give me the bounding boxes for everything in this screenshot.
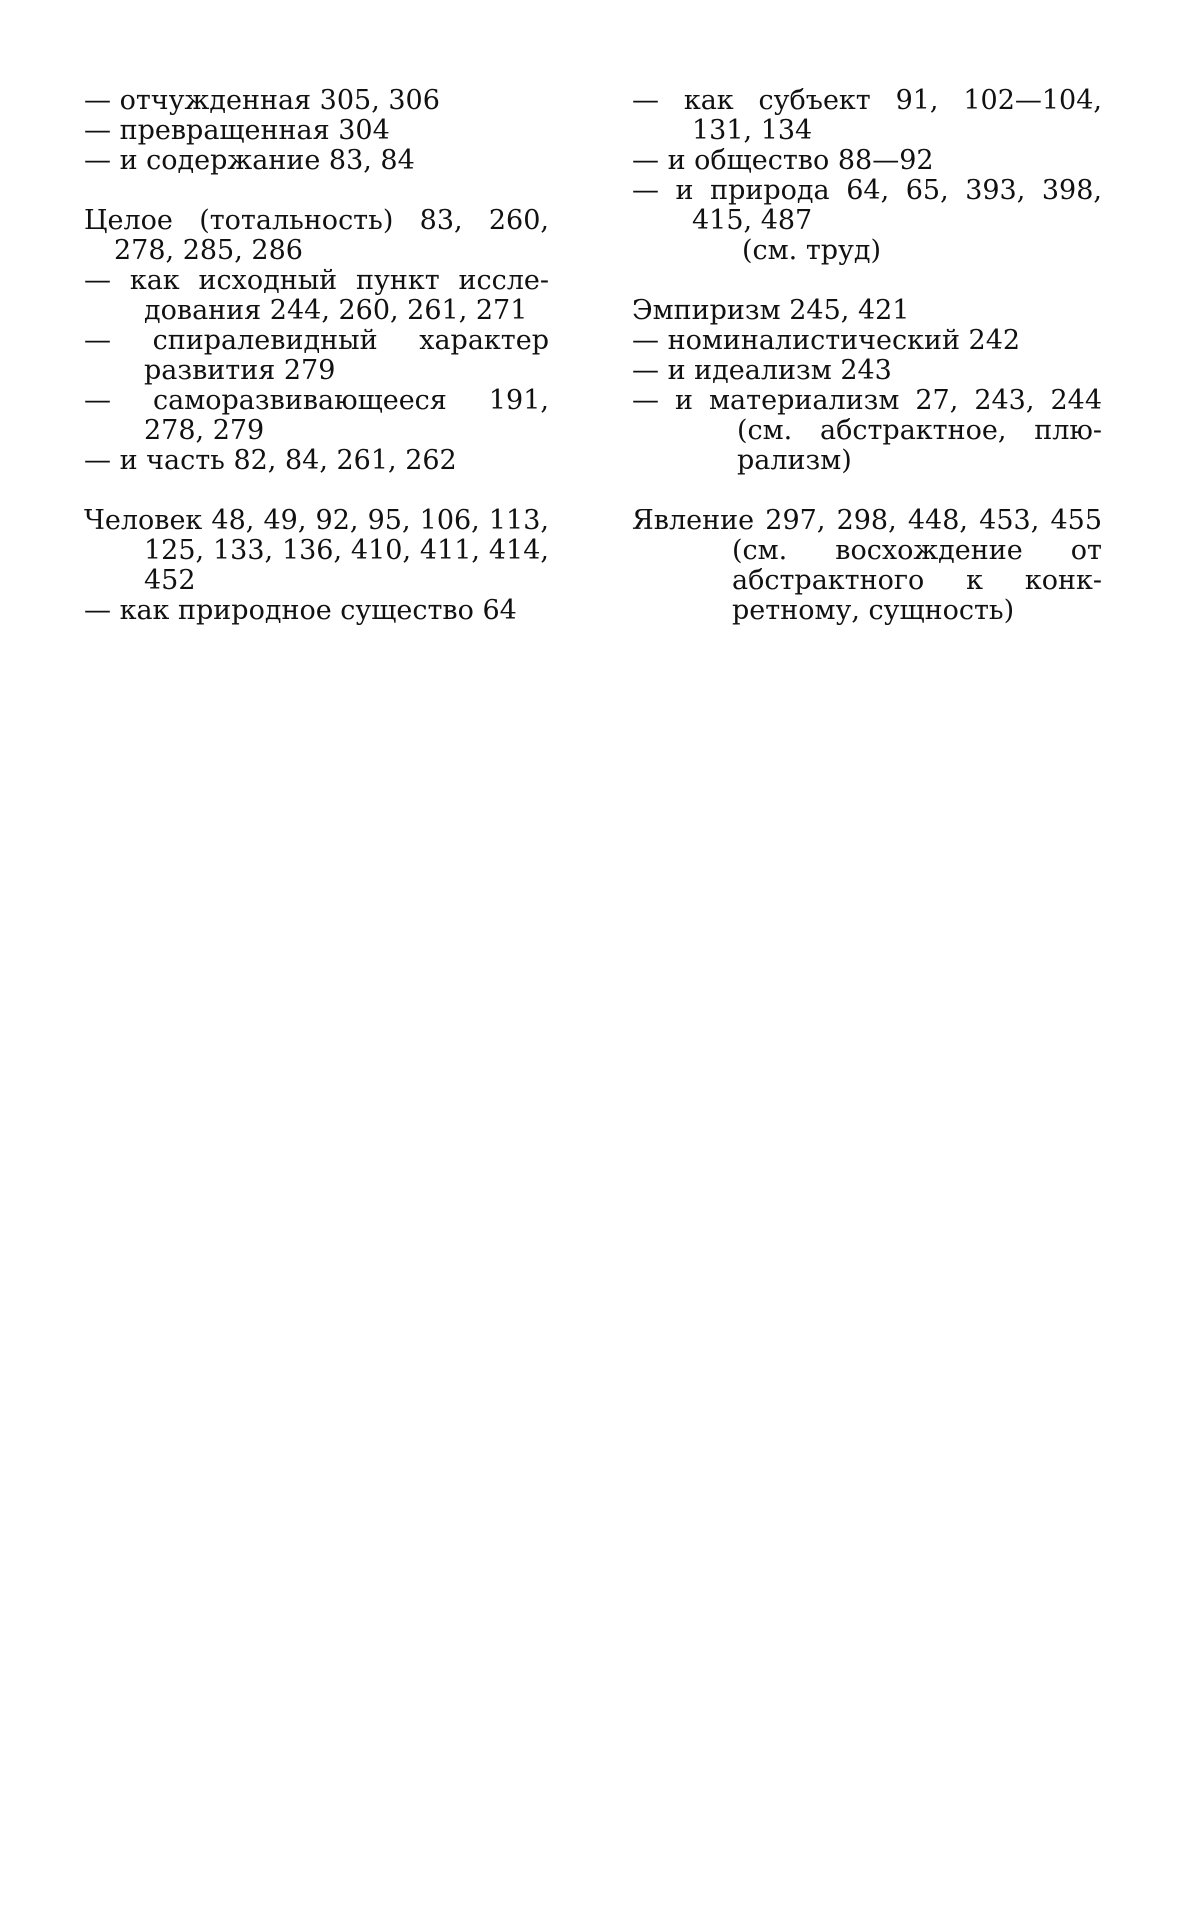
index-entry [632, 506, 1102, 626]
index-line: — и содержание 83, 84 [84, 145, 415, 176]
index-line: — превращенная 304 [84, 115, 390, 146]
index-line: — и материализм 27, 243, 244 [632, 385, 1102, 416]
index-line: 452 [144, 565, 196, 596]
index-line: Целое (тотальность) 83, 260, [84, 205, 549, 236]
index-line: дования 244, 260, 261, 271 [144, 295, 528, 326]
index-line: — как исходный пункт иссле- [84, 265, 549, 296]
index-line: 415, 487 [692, 205, 813, 236]
index-column-left [84, 86, 549, 656]
index-line: Человек 48, 49, 92, 95, 106, 113, [84, 505, 549, 536]
index-line: 125, 133, 136, 410, 411, 414, [144, 535, 549, 566]
index-line: — и общество 88—92 [632, 145, 934, 176]
index-line: 131, 134 [692, 115, 813, 146]
index-line: — номиналистический 242 [632, 325, 1021, 356]
index-line: — как субъект 91, 102—104, [632, 85, 1102, 116]
index-line: 278, 279 [144, 415, 265, 446]
index-line: — и природа 64, 65, 393, 398, [632, 175, 1102, 206]
index-line: Эмпиризм 245, 421 [632, 295, 910, 326]
index-line: развития 279 [144, 355, 336, 386]
index-line: — как природное существо 64 [84, 595, 517, 626]
index-line: — и идеализм 243 [632, 355, 892, 386]
index-column-right [632, 86, 1102, 656]
index-line: — и часть 82, 84, 261, 262 [84, 445, 457, 476]
index-line: рализм) [737, 445, 852, 476]
index-line: Явление 297, 298, 448, 453, 455 [632, 505, 1102, 536]
index-line: ретному, сущность) [732, 595, 1015, 626]
index-line: (см. труд) [742, 235, 882, 266]
index-entry [632, 296, 1102, 476]
index-entry [632, 86, 1102, 266]
index-line: (см. абстрактное, плю- [737, 415, 1102, 446]
index-line: (см. восхождение от [732, 535, 1102, 566]
index-line: 278, 285, 286 [114, 235, 303, 266]
index-line: абстрактного к конк- [732, 565, 1102, 596]
index-entry [84, 206, 549, 476]
index-entry [84, 506, 549, 626]
index-entry [84, 86, 549, 176]
index-line: — отчужденная 305, 306 [84, 85, 440, 116]
index-line: — спиралевидный характер [84, 325, 549, 356]
index-line: — саморазвивающееся 191, [84, 385, 549, 416]
